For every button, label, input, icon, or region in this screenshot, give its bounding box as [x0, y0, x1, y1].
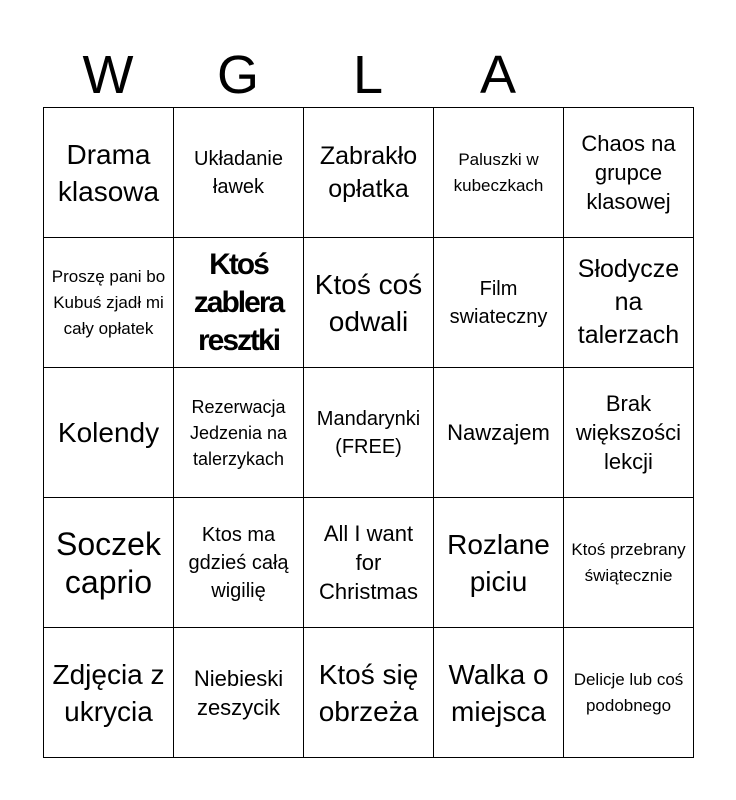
bingo-cell: [304, 498, 434, 628]
cell-text: Nawzajem: [447, 420, 550, 445]
cell-text: Proszę pani bo Kubuś zjadł mi cały opłatek: [51, 266, 166, 338]
cell-text: Soczek caprio: [56, 525, 161, 600]
bingo-cell: [44, 368, 174, 498]
bingo-cell: [434, 368, 564, 498]
bingo-cell: [564, 498, 694, 628]
bingo-cell: [44, 628, 174, 758]
cell-text: Chaos na grupce klasowej: [581, 131, 676, 214]
cell-text: Rezerwacja Jedzenia na talerzykach: [189, 396, 288, 469]
cell-text: Układanie ławek: [194, 147, 283, 198]
bingo-cell: [44, 108, 174, 238]
bingo-header: [43, 42, 693, 108]
grid-row: [44, 628, 694, 758]
grid-row: [44, 498, 694, 628]
cell-text: Film swiateczny: [449, 277, 548, 328]
cell-text: Słodycze na talerzach: [577, 255, 680, 349]
cell-text: Paluszki w kubeczkach: [453, 149, 544, 195]
cell-text: Ktoś się obrzeża: [318, 658, 419, 727]
bingo-cell: [304, 238, 434, 368]
bingo-cell: [304, 108, 434, 238]
cell-text: Ktoś przebrany świątecznie: [571, 539, 686, 585]
cell-text: Ktoś coś odwali: [314, 268, 423, 337]
cell-text: Zdjęcia z ukrycia: [52, 658, 165, 727]
header-letter-g: G: [216, 45, 259, 105]
cell-text: Delicje lub coś podobnego: [573, 669, 684, 715]
cell-text: Walka o miejsca: [448, 658, 549, 727]
bingo-cell: [304, 368, 434, 498]
header-letter-l: L: [352, 45, 384, 105]
bingo-grid: [43, 107, 694, 758]
cell-text: Ktoś zablera resztki: [193, 247, 284, 357]
cell-text: Zabrakło opłatka: [319, 141, 418, 203]
cell-text: Ktos ma gdzieś całą wigilię: [188, 523, 289, 602]
cell-text: All I want for Christmas: [318, 521, 418, 604]
cell-text: Drama klasowa: [57, 138, 160, 207]
cell-text: Mandarynki (FREE): [316, 407, 421, 458]
bingo-cell: [174, 368, 304, 498]
cell-text: Rozlane piciu: [447, 528, 550, 597]
bingo-cell: [304, 628, 434, 758]
bingo-cell: [174, 628, 304, 758]
bingo-cell: [44, 238, 174, 368]
grid-row: [44, 238, 694, 368]
bingo-cell: [434, 628, 564, 758]
grid-row: [44, 108, 694, 238]
grid-row: [44, 368, 694, 498]
bingo-cell: [44, 498, 174, 628]
bingo-cell: [174, 498, 304, 628]
header-letter-w: W: [82, 45, 134, 105]
cell-text: Kolendy: [57, 417, 160, 448]
bingo-cell: [564, 108, 694, 238]
bingo-cell: [434, 498, 564, 628]
cell-text: Niebieski zeszycik: [193, 665, 284, 720]
header-letter-a: A: [479, 45, 517, 105]
bingo-cell: [174, 108, 304, 238]
bingo-cell: [434, 108, 564, 238]
bingo-cell: [434, 238, 564, 368]
bingo-cell: [564, 368, 694, 498]
cell-text: Brak większości lekcji: [575, 391, 682, 474]
free-cell: [174, 238, 304, 368]
bingo-cell: [564, 628, 694, 758]
bingo-cell: [564, 238, 694, 368]
